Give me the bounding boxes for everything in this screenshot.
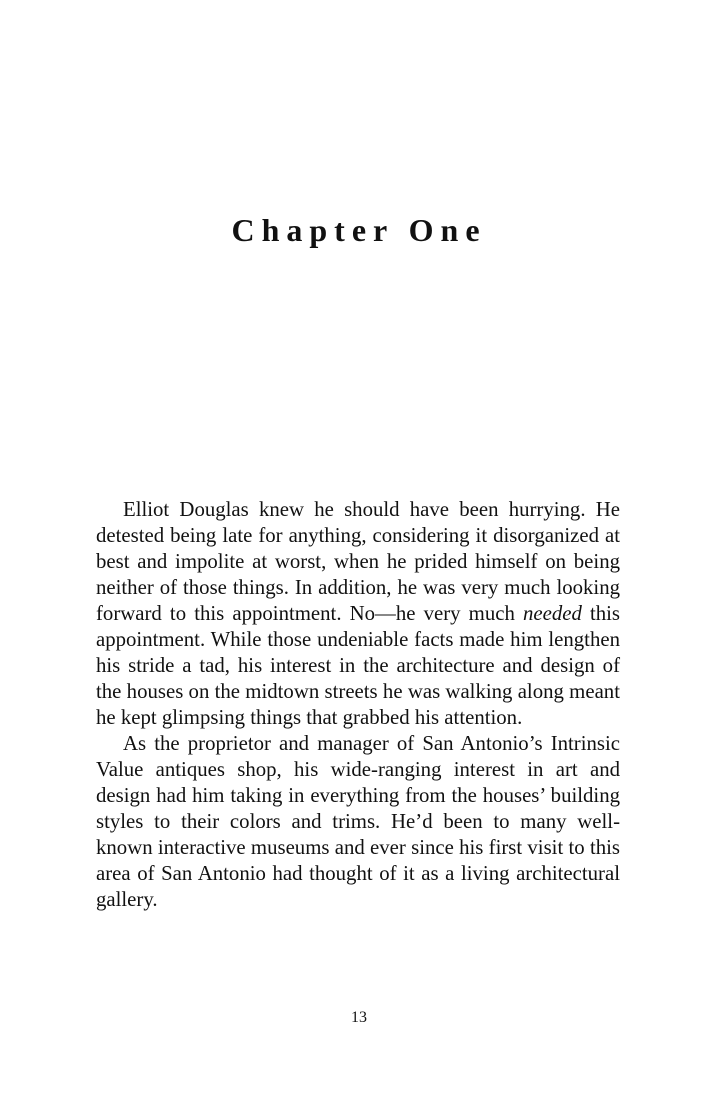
paragraph-1-text-end: this appointment. While those undeniable facts made him lengthen his stride a tad, his interest in the architecture and design of the houses on the midtown streets he was walking along meant he kept glimpsing things that grabbed his attention. xyxy=(96,602,620,729)
body-text xyxy=(96,497,620,913)
page-number: 13 xyxy=(351,1009,367,1026)
paragraph-2: As the proprietor and manager of San Antonio’s Intrinsic Value antiques shop, his wide-ranging interest in art and design had him taking in everything from the houses’ building styles to their colors and trims. He’d been to many well-known interactive museums and ever since his first visit to this area of San Antonio had thought of it as a living architectural gallery. xyxy=(96,732,620,911)
paragraph-1-text-start: Elliot Douglas knew he should have been hurrying. He detested being late for anything, considering it disorganized at best and impolite at worst, when he prided himself on being neither of those things. In addition, he was very much looking forward to this appointment. No—he very much xyxy=(96,498,620,625)
chapter-title: Chapter One xyxy=(231,212,487,248)
paragraph-1-emphasis: needed xyxy=(522,602,582,625)
paragraph-1 xyxy=(96,497,620,731)
